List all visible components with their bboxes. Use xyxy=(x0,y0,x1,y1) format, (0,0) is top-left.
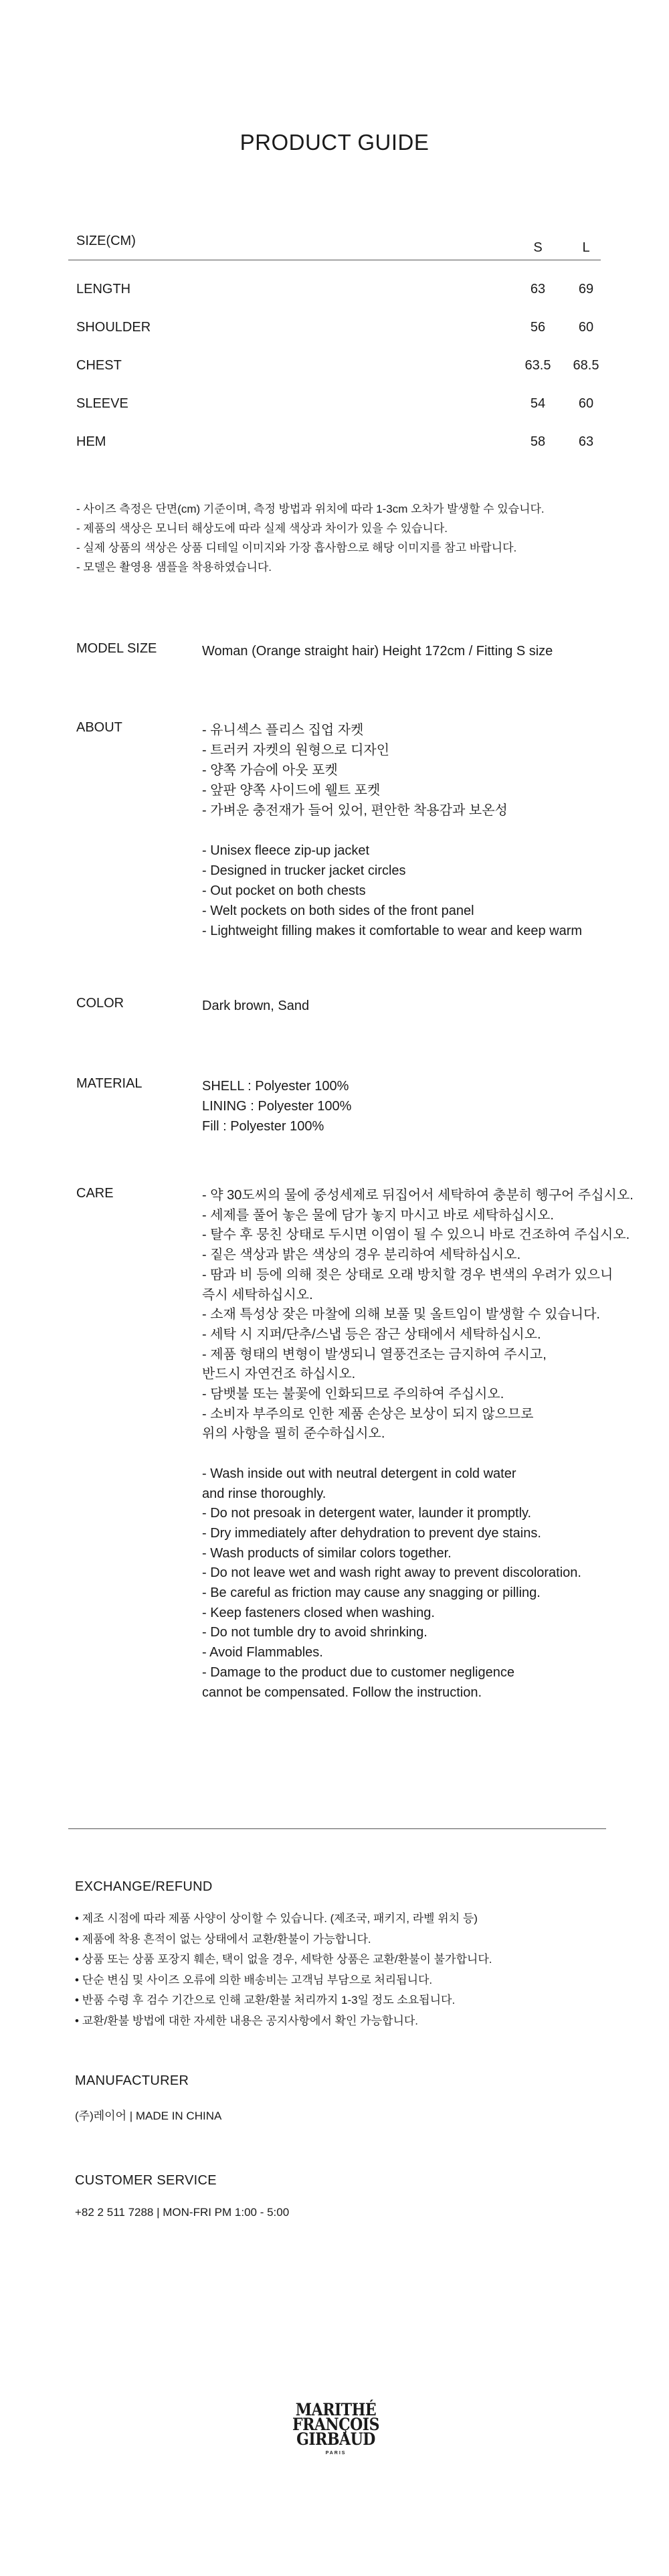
size-header-l: L xyxy=(582,240,590,255)
size-row-s: 56 xyxy=(530,320,546,335)
about-line: - Lightweight filling makes it comfortable to wear and keep warm xyxy=(202,924,583,938)
about-line: - 유니섹스 플리스 집업 자켓 xyxy=(202,723,364,738)
section-divider xyxy=(68,1828,606,1829)
about-line: - Designed in trucker jacket circles xyxy=(202,863,406,878)
note-line: - 실제 상품의 색상은 상품 디테일 이미지와 가장 흡사함으로 해당 이미지를 참고 바랍니다. xyxy=(76,541,517,554)
care-line: - Do not leave wet and wash right away to prevent discoloration. xyxy=(202,1565,581,1581)
table-row xyxy=(68,347,601,385)
table-row xyxy=(68,424,601,462)
care-label: CARE xyxy=(76,1186,114,1201)
care-line: - Damage to the product due to customer negligence xyxy=(202,1664,514,1680)
care-line: - Keep fasteners closed when washing. xyxy=(202,1605,435,1620)
care-line: - 소비자 부주의로 인한 제품 손상은 보상이 되지 않으므로 xyxy=(202,1406,534,1422)
care-line: - Wash products of similar colors together. xyxy=(202,1545,452,1561)
size-row-s: 63.5 xyxy=(524,358,551,373)
care-line: and rinse thoroughly. xyxy=(202,1486,326,1501)
size-row-s: 58 xyxy=(530,434,546,449)
size-row-l: 69 xyxy=(578,282,594,296)
material-label: MATERIAL xyxy=(76,1076,142,1091)
about-line: - 앞판 양쪽 사이드에 웰트 포켓 xyxy=(202,783,381,798)
size-table-body xyxy=(68,260,601,462)
exchange-heading: EXCHANGE/REFUND xyxy=(75,1879,213,1894)
about-body xyxy=(202,720,630,941)
table-row xyxy=(68,385,601,424)
logo-line: MARITHÉ xyxy=(295,2400,377,2420)
care-line xyxy=(202,1444,630,1464)
model-size-text: Woman (Orange straight hair) Height 172cm / Fitting S size xyxy=(202,644,553,659)
size-row-l: 60 xyxy=(578,396,594,411)
size-row-l: 63 xyxy=(578,434,594,449)
about-line: - Unisex fleece zip-up jacket xyxy=(202,843,370,858)
manufacturer-value: (주)레이어 | MADE IN CHINA xyxy=(75,2110,222,2122)
exchange-list xyxy=(75,1909,492,2031)
customer-service-value: +82 2 511 7288 | MON-FRI PM 1:00 - 5:00 xyxy=(75,2206,290,2219)
care-line: - 세탁 시 지퍼/단추/스냅 등은 잠근 상태에서 세탁하십시오. xyxy=(202,1326,541,1342)
size-table xyxy=(68,230,601,462)
about-line: - 가벼운 충전재가 들어 있어, 편안한 착용감과 보온성 xyxy=(202,803,508,818)
care-line: - 땀과 비 등에 의해 젖은 상태로 오래 방치할 경우 변색의 우려가 있으니 xyxy=(202,1267,613,1282)
list-item: • 상품 또는 상품 포장지 훼손, 택이 없을 경우, 세탁한 상품은 교환/환불이 불가합니다. xyxy=(75,1950,492,1970)
care-line: - Be careful as friction may cause any snagging or pilling. xyxy=(202,1585,541,1601)
care-line: 반드시 자연건조 하십시오. xyxy=(202,1367,356,1382)
size-row-s: 54 xyxy=(530,396,546,411)
care-line: - 세제를 풀어 놓은 물에 담가 놓지 마시고 바로 세탁하십시오. xyxy=(202,1207,554,1223)
care-line: - Avoid Flammables. xyxy=(202,1645,323,1660)
care-line: - 소재 특성상 잦은 마찰에 의해 보풀 및 올트임이 발생할 수 있습니다. xyxy=(202,1307,600,1322)
size-notes xyxy=(76,499,545,577)
model-size-label: MODEL SIZE xyxy=(76,641,157,656)
about-line: - 트러커 자켓의 원형으로 디자인 xyxy=(202,743,390,758)
about-line xyxy=(202,821,630,841)
list-item: • 단순 변심 및 사이즈 오류에 의한 배송비는 고객님 부담으로 처리됩니다. xyxy=(75,1970,492,1991)
color-value xyxy=(202,996,630,1016)
material-line: SHELL : Polyester 100% xyxy=(202,1079,349,1094)
care-line: 즉시 세탁하십시오. xyxy=(202,1287,313,1302)
color-label: COLOR xyxy=(76,996,124,1011)
note-line: - 제품의 색상은 모니터 해상도에 따라 실제 색상과 차이가 있을 수 있습니다. xyxy=(76,522,448,535)
customer-service-section xyxy=(75,2173,289,2219)
manufacturer-section xyxy=(75,2073,221,2123)
logo-line: PARIS xyxy=(325,2451,347,2456)
material-line: Fill : Polyester 100% xyxy=(202,1119,324,1134)
manufacturer-heading: MANUFACTURER xyxy=(75,2073,189,2088)
list-item: • 교환/환불 방법에 대한 자세한 내용은 공지사항에서 확인 가능합니다. xyxy=(75,2011,492,2032)
table-row xyxy=(68,271,601,309)
list-item: • 제조 시점에 따라 제품 사양이 상이할 수 있습니다. (제조국, 패키지, 라벨 위치 등) xyxy=(75,1909,492,1929)
size-row-label: LENGTH xyxy=(76,282,131,296)
material-body xyxy=(202,1076,630,1136)
care-line: - Wash inside out with neutral detergent in cold water xyxy=(202,1466,516,1481)
exchange-title xyxy=(75,1879,213,1895)
logo-line: FRANÇOIS xyxy=(292,2415,379,2435)
customer-service-heading: CUSTOMER SERVICE xyxy=(75,2173,217,2188)
care-line: - 탈수 후 뭉친 상태로 두시면 이염이 될 수 있으니 바로 건조하여 주십시오. xyxy=(202,1227,630,1243)
care-line: cannot be compensated. Follow the instruction. xyxy=(202,1685,482,1700)
about-label: ABOUT xyxy=(76,720,122,735)
model-size-value xyxy=(202,641,630,661)
size-row-label: CHEST xyxy=(76,358,122,373)
table-row xyxy=(68,309,601,347)
care-line: - 짙은 색상과 밝은 색상의 경우 분리하여 세탁하십시오. xyxy=(202,1248,521,1263)
logo-line: GIRBAUD xyxy=(296,2429,375,2450)
size-header-label: SIZE(CM) xyxy=(76,234,136,248)
note-line: - 사이즈 측정은 단면(cm) 기준이며, 측정 방법과 위치에 따라 1-3cm 오차가 발생할 수 있습니다. xyxy=(76,503,545,515)
size-row-s: 63 xyxy=(530,282,546,296)
size-row-label: SLEEVE xyxy=(76,396,128,411)
list-item: • 반품 수령 후 검수 기간으로 인해 교환/환불 처리까지 1-3일 정도 소요됩니다. xyxy=(75,1990,492,2011)
note-line: - 모델은 촬영용 샘플을 착용하였습니다. xyxy=(76,561,272,574)
care-line: - 담뱃불 또는 불꽃에 인화되므로 주의하여 주십시오. xyxy=(202,1387,504,1402)
about-line: - Welt pockets on both sides of the front panel xyxy=(202,904,474,918)
care-line: - 약 30도씨의 물에 중성세제로 뒤집어서 세탁하여 충분히 헹구어 주십시오. xyxy=(202,1188,634,1203)
care-line: - 제품 형태의 변형이 발생되니 열풍건조는 금지하여 주시고, xyxy=(202,1347,547,1362)
care-line: - Do not presoak in detergent water, launder it promptly. xyxy=(202,1506,532,1521)
size-header-s: S xyxy=(533,240,543,255)
about-line: - Out pocket on both chests xyxy=(202,883,366,898)
size-table-header xyxy=(68,230,601,260)
size-row-label: HEM xyxy=(76,434,106,449)
care-line: 위의 사항을 필히 준수하십시오. xyxy=(202,1426,385,1442)
color-text: Dark brown, Sand xyxy=(202,999,310,1013)
material-line: LINING : Polyester 100% xyxy=(202,1099,352,1114)
brand-logo xyxy=(281,2400,391,2456)
size-row-l: 68.5 xyxy=(573,358,599,373)
size-row-l: 60 xyxy=(578,320,594,335)
about-line: - 양쪽 가슴에 아웃 포켓 xyxy=(202,763,338,778)
size-row-label: SHOULDER xyxy=(76,320,151,335)
care-line: - Dry immediately after dehydration to prevent dye stains. xyxy=(202,1525,541,1541)
page-title: PRODUCT GUIDE xyxy=(240,130,429,155)
care-body xyxy=(202,1186,634,1703)
list-item: • 제품에 착용 흔적이 없는 상태에서 교환/환불이 가능합니다. xyxy=(75,1929,492,1950)
care-line: - Do not tumble dry to avoid shrinking. xyxy=(202,1625,427,1640)
